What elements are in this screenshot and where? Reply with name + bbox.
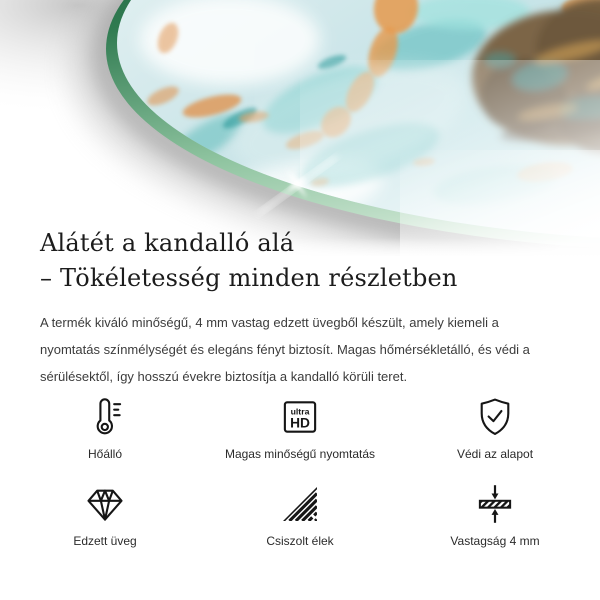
title-line-2: – Tökéletesség minden részletben <box>40 264 458 292</box>
thermometer-icon <box>83 394 127 440</box>
feature-tempered-glass <box>40 481 170 548</box>
feature-label: Hőálló <box>87 447 123 461</box>
feature-label: Vastagság 4 mm <box>450 534 540 548</box>
feature-label: Edzett üveg <box>73 534 137 548</box>
feature-protects-base <box>430 394 560 461</box>
thickness-icon <box>473 481 517 527</box>
ultra-hd-icon-text-bottom: HD <box>290 415 310 431</box>
ultra-hd-icon-text-top: ultra <box>290 406 310 417</box>
glass-disc-artwork <box>0 0 600 256</box>
diamond-icon <box>83 481 127 527</box>
shield-check-icon <box>473 394 517 440</box>
product-photo <box>0 0 600 256</box>
product-description: A termék kiváló minőségű, 4 mm vastag edzett üvegből készült, amely kiemeli a nyomtatás színmélységét és elegáns fényt biztosít. Magas hőmérsékletálló, és védi a sérülésektől, így hosszú évekre biztosítja a kandalló körüli teret. <box>40 315 530 384</box>
title-line-1: Alátét a kandalló alá <box>40 229 295 257</box>
feature-heat-resistant <box>40 394 170 461</box>
features-grid <box>40 394 560 548</box>
polished-edge-icon <box>278 481 322 527</box>
feature-label: Csiszolt élek <box>266 534 334 548</box>
feature-polished-edges <box>170 481 430 548</box>
feature-thickness <box>430 481 560 548</box>
page-title <box>40 226 458 296</box>
ultra-hd-icon <box>278 394 322 440</box>
feature-print-quality <box>170 394 430 461</box>
feature-label: Védi az alapot <box>456 447 534 461</box>
feature-label: Magas minőségű nyomtatás <box>224 447 376 461</box>
